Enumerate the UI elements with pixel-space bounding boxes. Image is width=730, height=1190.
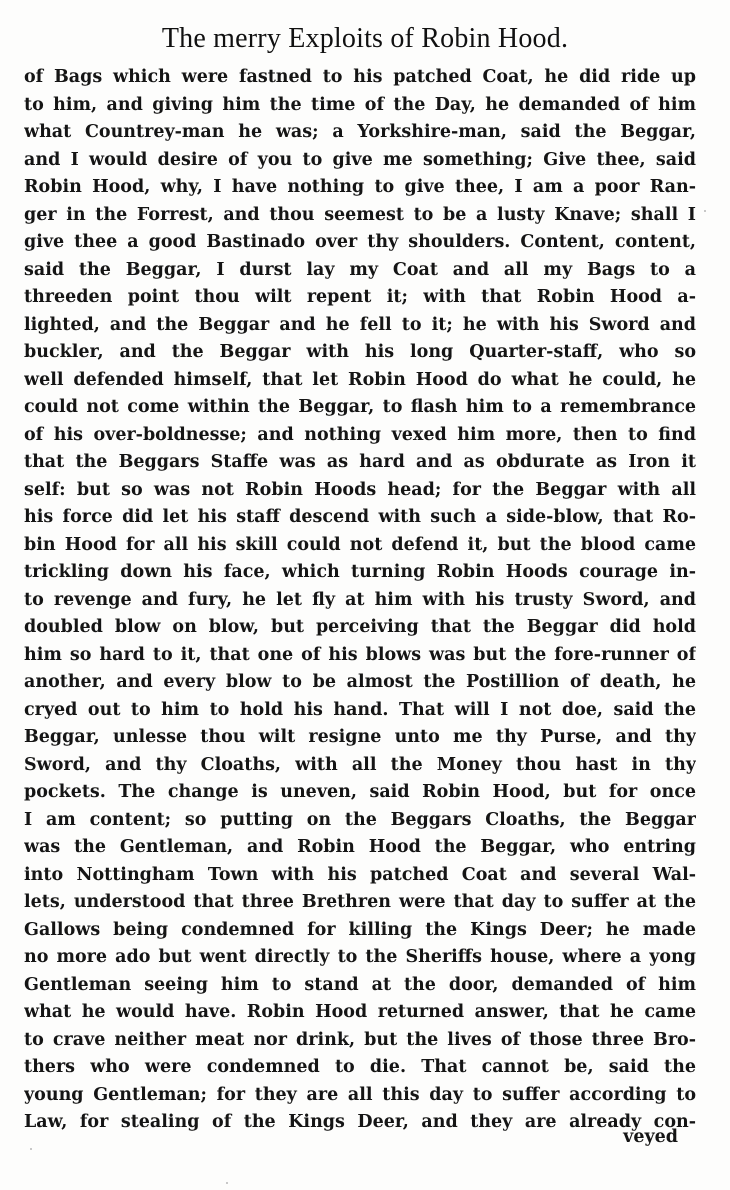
running-title: The merry Exploits of Robin Hood. (161, 23, 569, 54)
text-line: threeden point thou wilt repent it; with that Robin Hood a- (24, 287, 696, 307)
text-line: Sword, and thy Cloaths, with all the Money thou hast in thy (24, 754, 696, 775)
text-line: Beggar, unlesse thou wilt resigne unto me thy Purse, and thy (24, 727, 696, 747)
text-line: him so hard to it, that one of his blows was but the fore-runner of (24, 644, 696, 665)
text-line: lets, understood that three Brethren were that day to suffer at the (24, 892, 696, 912)
text-line: bin Hood for all his skill could not defend it, but the blood came (24, 534, 696, 555)
text-line: buckler, and the Beggar with his long Quarter-staff, who so (24, 342, 696, 362)
text-line: to revenge and fury, he let fly at him with his trusty Sword, and (24, 589, 696, 610)
text-line: was the Gentleman, and Robin Hood the Beggar, who entring (24, 837, 696, 857)
text-line: what he would have. Robin Hood returned answer, that he came (24, 1002, 696, 1022)
text-line: I am content; so putting on the Beggars Cloaths, the Beggar (24, 809, 696, 830)
text-line: no more ado but went directly to the Sheriffs house, where a yong (24, 947, 696, 967)
paper-speck (226, 1182, 228, 1184)
paper-speck (30, 1148, 32, 1150)
text-line: to crave neither meat nor drink, but the lives of those three Bro- (24, 1029, 696, 1050)
text-line: Gallows being condemned for killing the Kings Deer; he made (24, 919, 696, 940)
text-line: trickling down his face, which turning Robin Hoods courage in- (24, 562, 696, 582)
text-line: doubled blow on blow, but perceiving that the Beggar did hold (24, 617, 696, 637)
text-line: of Bags which were fastned to his patched Coat, he did ride up (24, 67, 696, 87)
text-line: said the Beggar, I durst lay my Coat and all my Bags to a (24, 259, 696, 280)
text-line: of his over-boldnesse; and nothing vexed him more, then to find (24, 424, 696, 445)
text-line: to him, and giving him the time of the Day, he demanded of him (24, 94, 696, 115)
catchword: veyed (623, 1127, 678, 1147)
text-line: cryed out to him to hold his hand. That will I not doe, said the (24, 699, 696, 720)
text-line: another, and every blow to be almost the Postillion of death, he (24, 672, 696, 692)
body-text (24, 64, 696, 1137)
text-line: pockets. The change is uneven, said Robin Hood, but for once (24, 782, 696, 802)
text-line: well defended himself, that let Robin Hood do what he could, he (24, 369, 696, 390)
text-line: Robin Hood, why, I have nothing to give thee, I am a poor Ran- (24, 177, 696, 197)
text-line: his force did let his staff descend with such a side-blow, that Ro- (24, 507, 696, 527)
text-line: into Nottingham Town with his patched Coat and several Wal- (24, 864, 696, 885)
text-line: give thee a good Bastinado over thy shoulders. Content, content, (24, 232, 696, 252)
text-line: Law, for stealing of the Kings Deer, and they are already con- (24, 1112, 696, 1132)
text-line: what Countrey-man he was; a Yorkshire-man, said the Beggar, (24, 122, 696, 142)
text-line: could not come within the Beggar, to flash him to a remembrance (24, 397, 696, 417)
paper-speck (704, 210, 706, 212)
text-line: Gentleman seeing him to stand at the door, demanded of him (24, 974, 696, 995)
text-line: ger in the Forrest, and thou seemest to be a lusty Knave; shall I (24, 204, 696, 225)
text-line: young Gentleman; for they are all this day to suffer according to (24, 1084, 696, 1105)
text-line: thers who were condemned to die. That cannot be, said the (24, 1057, 696, 1077)
text-line: self: but so was not Robin Hoods head; for the Beggar with all (24, 479, 696, 500)
text-line: lighted, and the Beggar and he fell to it; he with his Sword and (24, 314, 696, 335)
text-line: that the Beggars Staffe was as hard and as obdurate as Iron it (24, 452, 696, 472)
text-line: and I would desire of you to give me something; Give thee, said (24, 149, 696, 170)
